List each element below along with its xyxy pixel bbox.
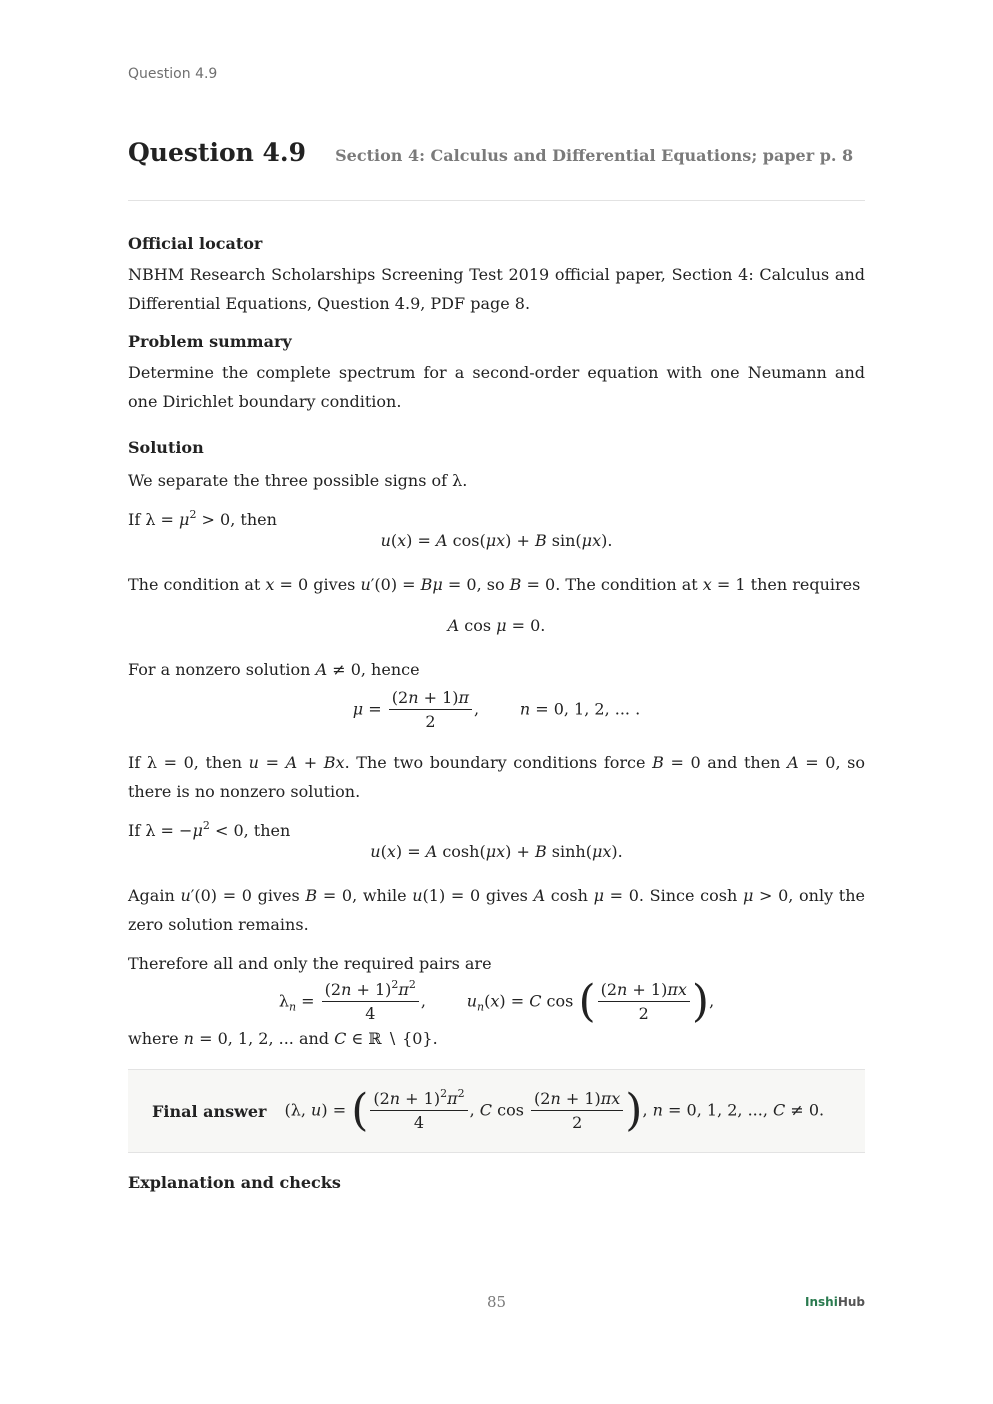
where-statement: where n = 0, 1, 2, ... and C ∈ ℝ ∖ {0}. — [128, 1029, 438, 1048]
equation-mu: μ = $\frac{(2n + 1)\pi}{2}$ , n = 0, 1, 2, ... . — [352, 688, 641, 731]
condition-neumann: The condition at x = 0 gives u′(0) = Bμ = 0, so B = 0. The condition at x = 1 then requires — [128, 575, 861, 594]
summary-text: Determine the complete spectrum for a second-order equation with one Neumann and one Dirichlet boundary condition. — [128, 363, 865, 411]
solution-section — [128, 436, 865, 1053]
running-header: Question 4.9 — [128, 66, 218, 82]
page-subtitle: Section 4: Calculus and Differential Equations; paper p. 8 — [335, 146, 854, 165]
therefore-statement: Therefore all and only the required pairs are — [128, 954, 492, 973]
locator-section — [128, 232, 865, 318]
explanation-heading: Explanation and checks — [128, 1173, 341, 1192]
equation-negative: u(x) = A cosh(μx) + B sinh(μx). — [370, 842, 623, 861]
solution-intro: We separate the three possible signs of λ. — [128, 471, 468, 490]
negative-conclusion: Again u′(0) = 0 gives B = 0, while u(1) = 0 gives A cosh μ = 0. Since cosh μ > 0, only the zero solution remains. — [128, 886, 865, 934]
equation-cos-condition: A cos μ = 0. — [447, 616, 546, 635]
case-negative: If $\lambda = -\mu^2 < 0$, then — [128, 819, 291, 840]
case-positive: If $\lambda = \mu^2 > 0$, then — [128, 508, 277, 529]
solution-heading: Solution — [128, 438, 204, 457]
document-body — [128, 232, 865, 1199]
title-divider — [128, 200, 865, 201]
nonzero-statement: For a nonzero solution A ≠ 0, hence — [128, 660, 420, 679]
equation-positive: u(x) = A cos(μx) + B sin(μx). — [380, 531, 613, 550]
page-number: 85 — [486, 1293, 507, 1311]
summary-section — [128, 330, 865, 416]
equation-eigenpairs: $\lambda_n$ = $\frac{(2n + 1)^2\pi^2}{4}$ , $u_n(x) = C$ cos ( $\frac{(2n + 1)\pi x}{2}$ ), — [278, 976, 715, 1027]
summary-heading: Problem summary — [128, 332, 292, 351]
final-answer-label: Final answer — [152, 1101, 267, 1121]
page-title: Question 4.9 — [128, 138, 307, 167]
locator-heading: Official locator — [128, 234, 263, 253]
final-answer-box — [128, 1069, 865, 1153]
title-row — [128, 138, 865, 167]
document-page — [128, 0, 865, 1404]
case-zero: If λ = 0, then u = A + Bx. The two boundary conditions force B = 0 and then A = 0, so there is no nonzero solution. — [128, 753, 866, 801]
brand-logo — [805, 1295, 865, 1309]
brand-part2: Hub — [837, 1295, 865, 1309]
locator-text: NBHM Research Scholarships Screening Test 2019 official paper, Section 4: Calculus and Differential Equations, Question 4.9, PDF page 8. — [128, 265, 865, 313]
final-answer-formula: (λ, u) = ( $\frac{(2n + 1)^2\pi^2}{4}$ , C cos $\frac{(2n + 1)\pi x}{2}$ ), n = 0, 1, 2, ..., C ≠ 0. — [284, 1085, 825, 1136]
brand-part1: Inshi — [805, 1295, 838, 1309]
